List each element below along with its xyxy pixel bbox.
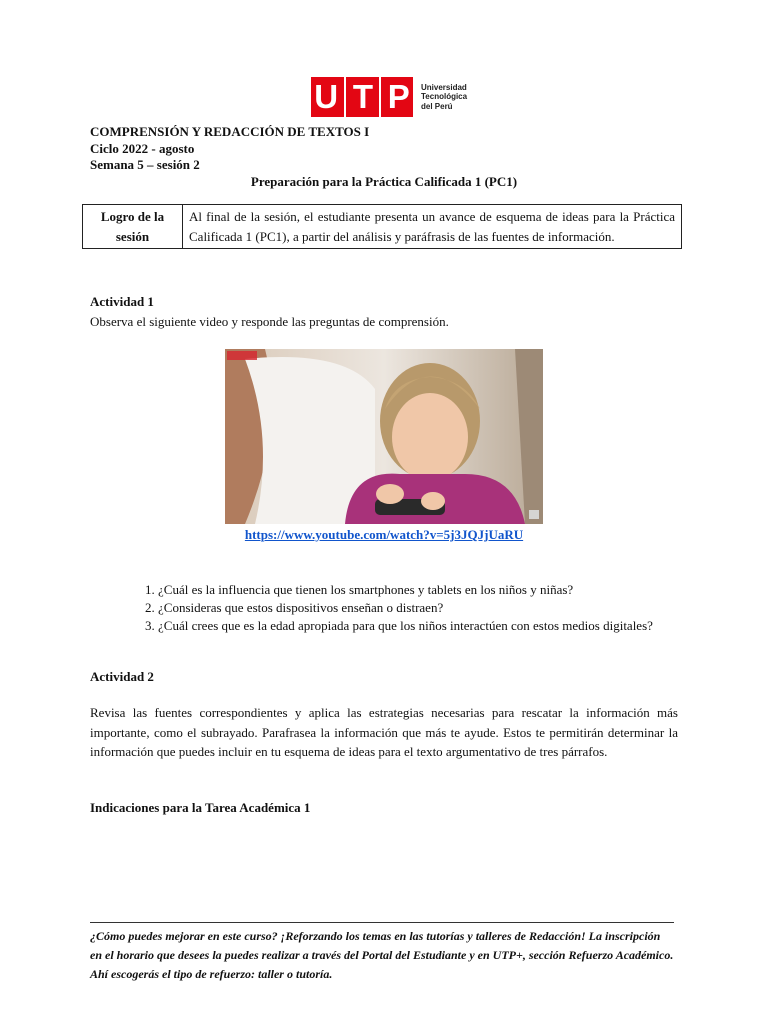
- document-title: Preparación para la Práctica Calificada 1 (PC1): [250, 174, 518, 189]
- footer-note: ¿Cómo puedes mejorar en este curso? ¡Reforzando los temas en las tutorías y talleres de Redacción! La inscripción en el horario que desees la puedes realizar a través del Portal del Estudiante y en UTP+, sección Refuerzo Académico. Ahí escogerás el tipo de refuerzo: taller o tutoría.: [90, 929, 674, 981]
- university-name-line: Universidad: [421, 82, 467, 92]
- logo-letter-p: P: [387, 78, 410, 115]
- logo-separator: [379, 77, 381, 117]
- session-goal-label: Logro de la sesión: [83, 205, 183, 249]
- activity2-heading: Actividad 2: [90, 669, 154, 684]
- video-link-row: [0, 527, 768, 543]
- cycle-label: Ciclo 2022 - agosto: [90, 141, 195, 156]
- utp-logo-box: [311, 77, 413, 117]
- video-thumbnail-image: [225, 349, 543, 524]
- session-goal-text: Al final de la sesión, el estudiante presenta un avance de esquema de ideas para la Práctica Calificada 1 (PC1), a partir del análisis y paráfrasis de las fuentes de información.: [183, 205, 682, 249]
- utp-logo: [311, 77, 467, 117]
- footer-divider: [90, 922, 674, 923]
- comprehension-questions: [138, 581, 718, 635]
- university-name-line: Tecnológica: [421, 92, 468, 102]
- list-item: 3. ¿Cuál crees que es la edad apropiada para que los niños interactúen con estos medios digitales?: [158, 617, 718, 635]
- video-thumbnail[interactable]: [225, 349, 543, 524]
- activity1-heading: Actividad 1: [90, 294, 154, 309]
- week-label: Semana 5 – sesión 2: [90, 157, 200, 172]
- instructions-heading: Indicaciones para la Tarea Académica 1: [90, 800, 311, 815]
- university-name-line: del Perú: [421, 101, 453, 111]
- course-title: COMPRENSIÓN Y REDACCIÓN DE TEXTOS I: [90, 124, 370, 139]
- video-link[interactable]: https://www.youtube.com/watch?v=5j3JQJjUaRU: [244, 527, 524, 542]
- session-goal-table: [82, 204, 682, 249]
- logo-letter-t: T: [352, 78, 373, 115]
- logo-separator: [344, 77, 346, 117]
- activity1-instruction: Observa el siguiente video y responde las preguntas de comprensión.: [90, 314, 449, 329]
- activity2-text: Revisa las fuentes correspondientes y aplica las estrategias necesarias para rescatar la información más importante, como el subrayado. Parafrasea la información que más te ayude. Estos te permitirán determinar la información que puedes incluir en tu esquema de ideas para el texto argumentativo de tres párrafos.: [90, 705, 678, 759]
- list-item: 2. ¿Consideras que estos dispositivos enseñan o distraen?: [158, 599, 718, 617]
- list-item: 1. ¿Cuál es la influencia que tienen los smartphones y tablets en los niños y niñas?: [158, 581, 718, 599]
- logo-letter-u: U: [314, 78, 339, 115]
- university-name: [421, 83, 467, 112]
